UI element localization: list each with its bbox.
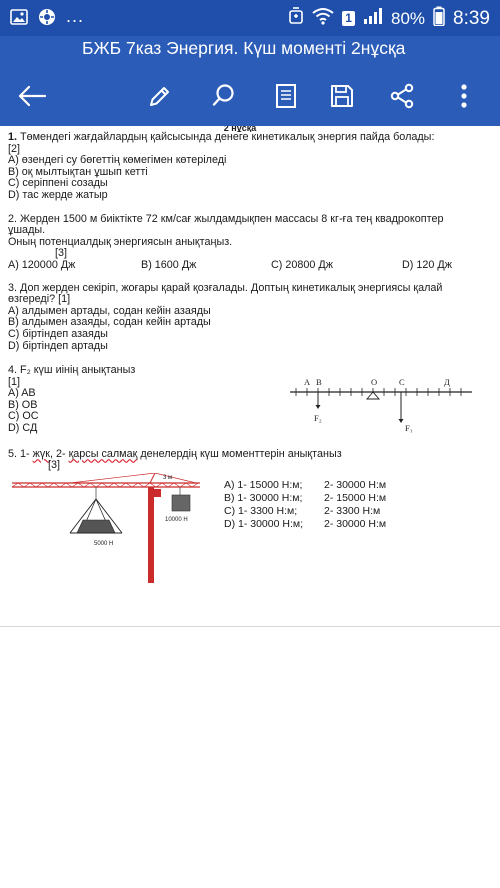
signal-icon: [363, 7, 383, 30]
app-bar: [0, 36, 500, 126]
document-title: БЖБ 7каз Энергия. Күш моменті 2нұсқа: [82, 38, 406, 58]
question-5-option-c: [224, 505, 386, 518]
label-b: B: [316, 377, 322, 388]
pencil-icon: [148, 84, 172, 108]
question-5-option-c-2: 2- 3300 Н:м: [324, 504, 381, 517]
question-5-word-counterweight: қарсы салмақ: [68, 447, 138, 460]
search-icon: [211, 83, 237, 109]
question-5-word-load: жүк: [32, 447, 50, 460]
document-icon: [275, 83, 297, 109]
weight-2-label: 10000 Н: [165, 516, 188, 523]
fulcrum-icon: [367, 392, 379, 399]
wifi-icon: [312, 7, 334, 30]
toolbar: [0, 74, 500, 118]
label-d: Д: [444, 377, 450, 388]
question-1: [8, 132, 492, 202]
question-1-stem: Төмендегі жағдайлардың қайсысында денеге кинетикалық энергия пайда болады:: [20, 131, 435, 143]
sim-indicator: 1: [342, 11, 355, 26]
question-2: [8, 214, 492, 272]
question-5-prefix-1: 5. 1-: [8, 447, 33, 460]
question-5-line-1: [8, 449, 492, 461]
view-mode-button[interactable]: [266, 74, 306, 118]
question-1-text: [8, 132, 492, 144]
question-3: [8, 283, 492, 353]
edit-button[interactable]: [140, 74, 180, 118]
question-1-option-d: D) тас жерде жатыр: [8, 188, 108, 201]
question-3-option-c: C) біртіндеп азаяды: [8, 327, 108, 340]
question-3-line-1: 3. Доп жерден секіріп, жоғары қарай қозғалады. Доптың кинетикалық энергиясы қалай: [8, 281, 443, 294]
clock: 8:39: [453, 7, 490, 29]
question-5-options: [224, 479, 386, 531]
question-5-stem: денелердің күш моменттерін анықтаныз: [137, 447, 342, 460]
question-5-option-d-2: 2- 30000 Н:м: [324, 517, 387, 530]
status-bar: [0, 0, 500, 36]
question-5-prefix-2: , 2-: [49, 447, 69, 460]
lever-figure: [286, 375, 476, 437]
question-5-option-d-1: D) 1- 30000 Н:м;: [224, 517, 304, 530]
question-4: [8, 365, 492, 435]
distance-label: 3 м: [163, 474, 173, 481]
question-2-line-3: Оның потенциалдық энергиясын анықтаңыз.: [8, 235, 233, 248]
question-5-option-b-1: B) 1- 30000 Н:м;: [224, 491, 303, 504]
question-4-line-1: 4. F₂ күш иінің анықтаныз: [8, 364, 136, 377]
settings-notification-icon: [38, 8, 56, 31]
question-5-option-b: [224, 492, 386, 505]
question-3-line-2: өзгереді? [1]: [8, 293, 71, 306]
question-3-option-b: B) алдымен азаяды, содан кейін артады: [8, 316, 211, 329]
question-5: [8, 449, 492, 589]
more-options-button[interactable]: [444, 74, 484, 118]
search-button[interactable]: [204, 74, 244, 118]
question-1-points: [2]: [8, 142, 21, 155]
label-c: C: [399, 377, 405, 388]
question-2-option-c: C) 20800 Дж: [271, 258, 333, 271]
question-1-option-a: A) өзендегі су бөгеттің көмегімен көтеріледі: [8, 154, 227, 167]
question-2-points: [3]: [55, 247, 68, 260]
share-icon: [389, 83, 415, 109]
question-2-option-b: B) 1600 Дж: [141, 258, 197, 271]
question-4-option-a: A) AB: [8, 387, 36, 400]
question-5-option-a-1: A) 1- 15000 Н:м;: [224, 478, 303, 491]
label-f1: F₁: [405, 423, 413, 434]
crane-figure: [10, 473, 210, 585]
question-5-option-a: [224, 479, 386, 492]
back-button[interactable]: [12, 74, 52, 118]
question-2-option-d: D) 120 Дж: [402, 258, 452, 271]
gallery-notification-icon: [10, 9, 28, 30]
label-o: O: [371, 377, 378, 388]
question-5-option-c-1: C) 1- 3300 Н:м;: [224, 504, 298, 517]
question-4-option-c: C) OC: [8, 410, 39, 423]
label-a: A: [304, 377, 311, 388]
back-arrow-icon: [17, 85, 47, 107]
battery-icon: [433, 6, 445, 31]
weight-1-label: 5000 Н: [94, 540, 114, 547]
document-viewer[interactable]: [0, 126, 500, 626]
question-4-option-b: B) OB: [8, 398, 38, 411]
document-page: [0, 126, 500, 589]
battery-percent: 80%: [390, 8, 426, 28]
more-vertical-icon: [460, 83, 468, 109]
question-1-option-c: C) серіппені созады: [8, 177, 108, 190]
question-1-option-b: B) оқ мылтықтан ұшып кетті: [8, 165, 148, 178]
question-3-option-a: A) алдымен артады, содан кейін азаяды: [8, 304, 211, 317]
question-1-number: 1.: [8, 131, 18, 143]
question-4-points: [1]: [8, 375, 21, 388]
question-5-option-b-2: 2- 15000 Н:м: [324, 491, 387, 504]
question-2-line-2: ұшады.: [8, 224, 46, 237]
variant-heading: 2 нұсқа: [223, 126, 257, 132]
save-button[interactable]: [322, 74, 362, 118]
more-notifications-dots: ...: [66, 6, 85, 26]
question-5-option-d: [224, 518, 386, 531]
share-button[interactable]: [382, 74, 422, 118]
question-5-points: [3]: [48, 459, 61, 472]
alarm-icon: [288, 7, 304, 30]
save-icon: [330, 84, 354, 108]
label-f2: F₂: [314, 413, 322, 424]
question-2-options: [8, 260, 492, 272]
question-2-line-1: 2. Жерден 1500 м биіктікте 72 км/сағ жылдамдықпен массасы 8 кг-ға тең квадрокоптер: [8, 212, 444, 225]
question-3-option-d: D) біртіндеп артады: [8, 339, 108, 352]
question-2-option-a: A) 120000 Дж: [8, 258, 76, 271]
question-4-option-d: D) СД: [8, 422, 38, 435]
document-blank-area[interactable]: [0, 626, 500, 888]
question-5-option-a-2: 2- 30000 Н:м: [324, 478, 387, 491]
